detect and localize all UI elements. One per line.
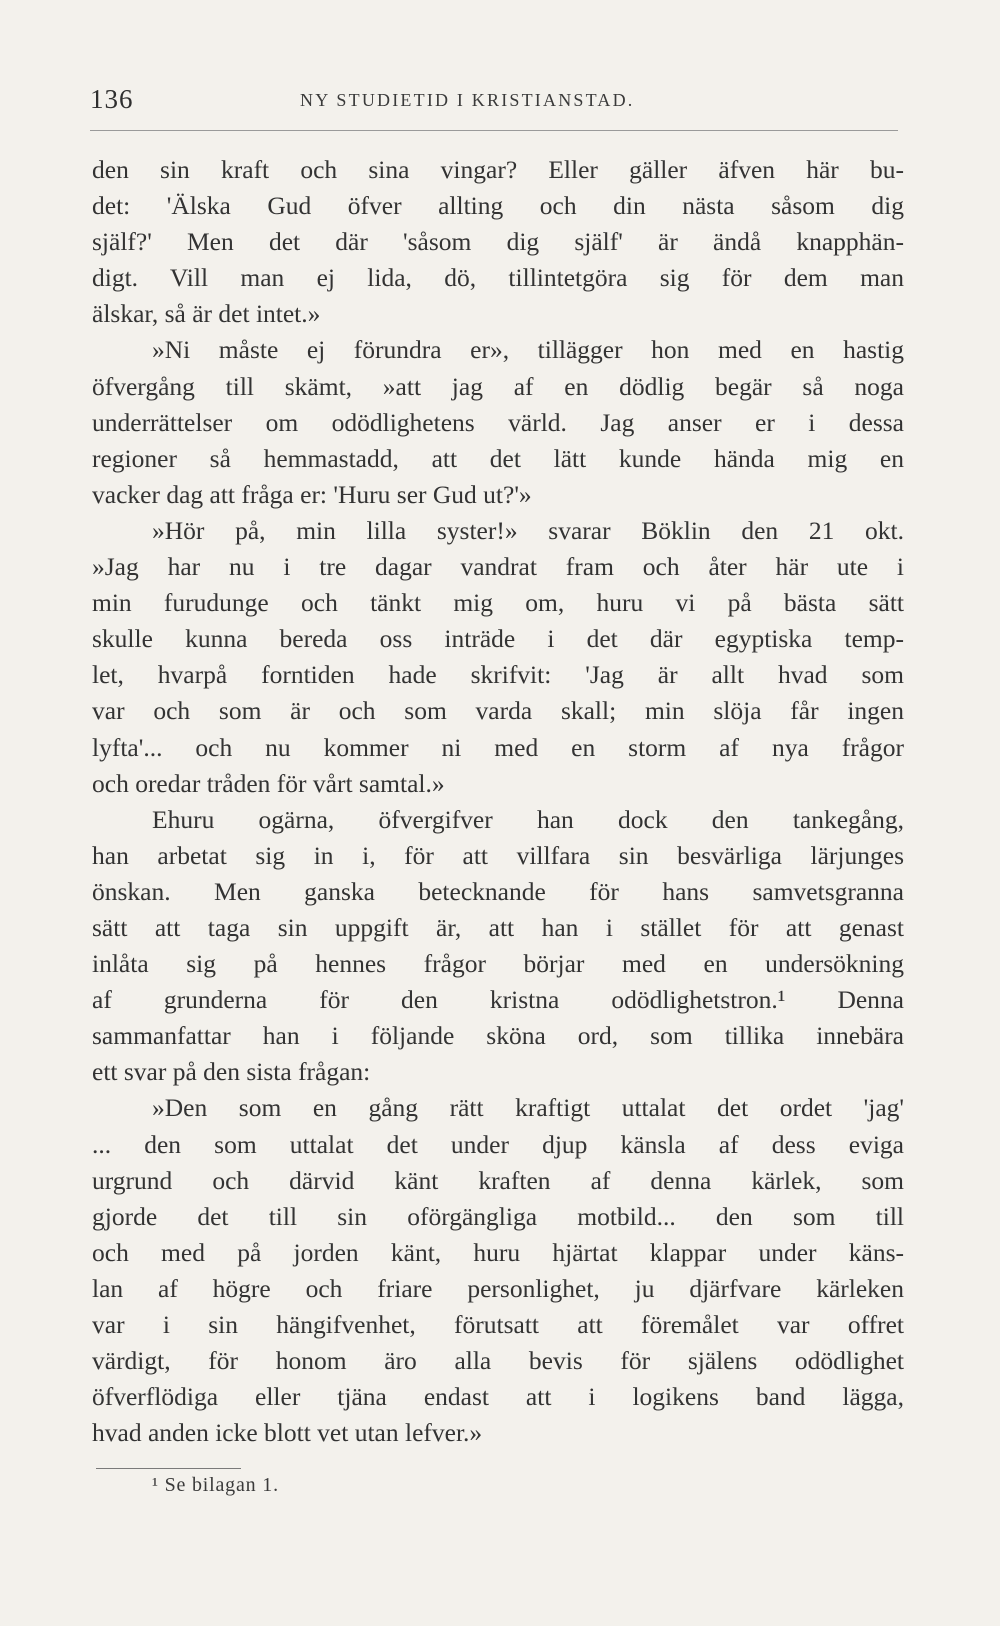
text-line: sätt att taga sin uppgift är, att han i stället för att genast <box>92 912 904 942</box>
text-line: let, hvarpå forntiden hade skrifvit: 'Jag är allt hvad som <box>92 660 904 690</box>
text-line: skulle kunna bereda oss inträde i det där egyptiska temp- <box>92 624 904 654</box>
text-line: inlåta sig på hennes frågor börjar med en undersökning <box>92 949 904 979</box>
text-line: ... den som uttalat det under djup känsla af dess eviga <box>92 1129 904 1159</box>
text-line: lyfta'... och nu kommer ni med en storm af nya frågor <box>92 732 904 762</box>
text-line: af grunderna för den kristna odödlighetstron.¹ Denna <box>92 985 904 1015</box>
text-line: underrättelser om odödlighetens värld. Jag anser er i dessa <box>92 407 904 437</box>
text-line: min furudunge och tänkt mig om, huru vi på bästa sätt <box>92 588 904 618</box>
text-line: och med på jorden känt, huru hjärtat klappar under käns- <box>92 1237 904 1267</box>
footnote: ¹ Se bilagan 1. <box>152 1474 279 1496</box>
text-line: hvad anden icke blott vet utan lefver.» <box>92 1418 483 1448</box>
text-line: öfverflödiga eller tjäna endast att i logikens band lägga, <box>92 1382 904 1412</box>
text-line: och oredar tråden för vårt samtal.» <box>92 768 445 798</box>
text-line: vacker dag att fråga er: 'Huru ser Gud ut?'» <box>92 479 532 509</box>
text-line: själf?' Men det där 'såsom dig själf' är ändå knapphän- <box>92 227 904 257</box>
text-line: Ehuru ogärna, öfvergifver han dock den tankegång, <box>152 804 904 834</box>
text-line: var och som är och som varda skall; min slöja får ingen <box>92 696 904 726</box>
text-line: var i sin hängifvenhet, förutsatt att föremålet var offret <box>92 1310 904 1339</box>
text-line: »Den som en gång rätt kraftigt uttalat det ordet 'jag' <box>152 1093 904 1123</box>
text-line: lan af högre och friare personlighet, ju djärfvare kärleken <box>92 1273 904 1303</box>
text-line: digt. Vill man ej lida, dö, tillintetgöra sig för dem man <box>92 263 904 293</box>
body-text <box>92 152 904 1451</box>
page-header <box>90 84 898 118</box>
text-line: han arbetat sig in i, för att villfara sin besvärliga lärjunges <box>92 840 904 870</box>
text-line: öfvergång till skämt, »att jag af en dödlig begär så noga <box>92 371 904 401</box>
text-line: gjorde det till sin oförgängliga motbild... den som till <box>92 1201 904 1231</box>
footnote-rule <box>96 1468 241 1469</box>
text-line: »Jag har nu i tre dagar vandrat fram och åter här ute i <box>92 552 904 582</box>
page-number: 136 <box>90 84 134 114</box>
text-line: sammanfattar han i följande sköna ord, som tillika innebära <box>92 1021 904 1051</box>
text-line: den sin kraft och sina vingar? Eller gäller äfven här bu- <box>92 155 904 184</box>
text-line: önskan. Men ganska betecknande för hans samvetsgranna <box>92 876 904 906</box>
text-line: värdigt, för honom äro alla bevis för själens odödlighet <box>92 1346 904 1376</box>
text-line: det: 'Älska Gud öfver allting och din nästa såsom dig <box>92 191 904 221</box>
text-line: regioner så hemmastadd, att det lätt kunde hända mig en <box>92 443 904 473</box>
text-line: älskar, så är det intet.» <box>92 299 321 329</box>
header-rule <box>90 130 898 131</box>
text-line: urgrund och därvid känt kraften af denna kärlek, som <box>92 1165 904 1195</box>
running-title: NY STUDIETID I KRISTIANSTAD. <box>300 90 635 110</box>
text-line: ett svar på den sista frågan: <box>92 1057 371 1087</box>
text-line: »Hör på, min lilla syster!» svarar Böklin den 21 okt. <box>152 515 904 545</box>
text-line: »Ni måste ej förundra er», tillägger hon med en hastig <box>152 335 904 365</box>
